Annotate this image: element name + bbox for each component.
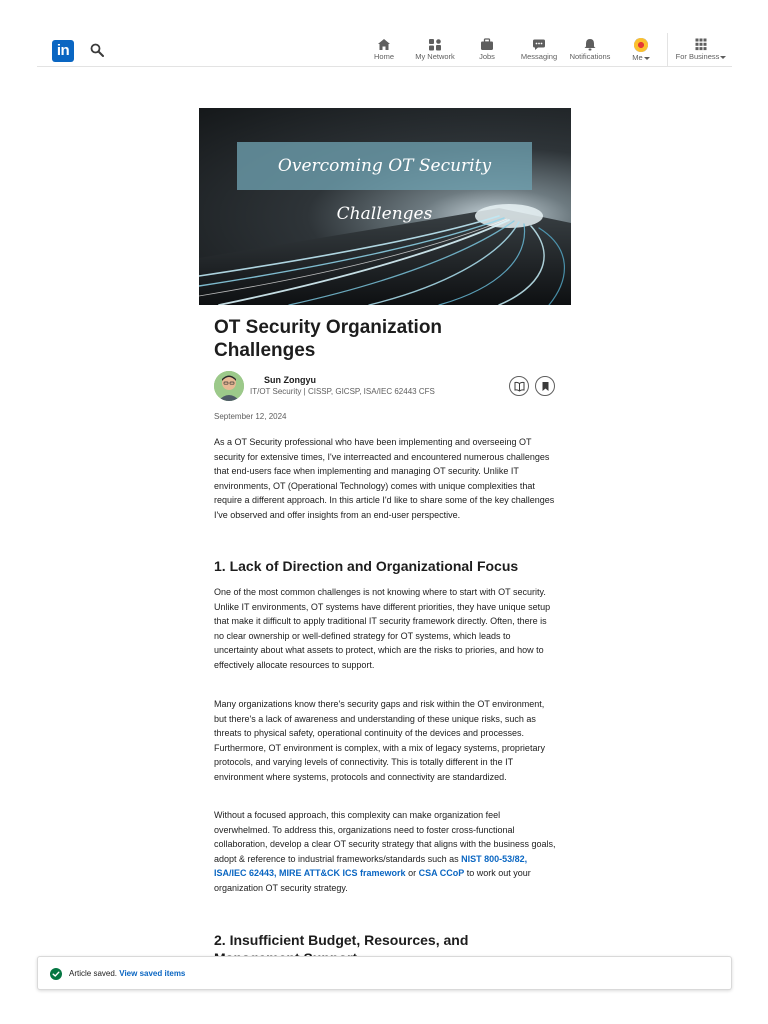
article-title: OT Security Organization Challenges xyxy=(214,317,443,361)
cover-title-banner: Overcoming OT Security Challenges xyxy=(237,142,532,190)
nav-my-network[interactable] xyxy=(413,38,457,64)
author-name[interactable]: Sun Zongyu xyxy=(264,375,316,385)
paragraph-text: or xyxy=(405,868,419,879)
nav-notifications-label: Notifications xyxy=(569,52,611,61)
nav-jobs-label: Jobs xyxy=(479,52,495,61)
article-intro: As a OT Security professional who have been implementing and overseeing OT security for extensive times, I've interreacted and encountered numerous challenges that end-users face when implementing and managing OT security. Unlike IT environments, OT (Operational Technology) comes with unique complexities that require a different approach. In this article I'd like to share some of the key challenges I've observed and offer insights from an end-user perspective. xyxy=(214,437,555,520)
linkedin-logo[interactable]: in xyxy=(52,40,74,62)
nav-messaging[interactable] xyxy=(519,38,559,64)
section-1-paragraph-3 xyxy=(214,808,556,896)
paragraph-text: to work out your organization OT security strategy. xyxy=(214,868,531,893)
nav-for-business[interactable] xyxy=(674,38,728,64)
nav-for-business-text: For Business xyxy=(675,52,720,61)
reader-mode-button[interactable] xyxy=(509,376,529,396)
article-cover-image xyxy=(199,108,571,305)
section-heading-2: 2. Insufficient Budget, Resources, and xyxy=(214,932,469,948)
nav-divider xyxy=(667,33,668,67)
section-1-paragraph-2: Many organizations know there's security gaps and risk within the OT environment, but there's a lack of awareness and understanding of these unique risks, such as threats to physical safety, operational continuity of the devices and processes. Furthermore, OT environment is complex, with a mix of legacy systems, proprietary protocols, and varying levels of connectivity. This is totally different in the IT environment where systems, protocols and connectivity are standardized. xyxy=(214,699,545,782)
nav-me-label xyxy=(632,53,649,62)
home-icon xyxy=(377,38,391,51)
section-1-paragraph-1: One of the most common challenges is not knowing where to start with OT security. Unlike IT environments, OT systems have different priorities, they have unique setup that make it difficult to apply traditional IT security framework directly. Often, there is no clear ownership or well-defined strategy for OT systems, which leads to uncertainty about what assets to protect, which are the risks to priories, and how to effectively allocate resources to support. xyxy=(214,587,551,670)
nav-jobs[interactable] xyxy=(475,38,499,64)
nav-my-network-label: My Network xyxy=(415,52,455,61)
search-icon[interactable] xyxy=(90,43,104,57)
nav-messaging-label: Messaging xyxy=(520,52,558,61)
people-icon xyxy=(428,38,442,51)
bell-icon xyxy=(583,38,597,51)
csa-ccop-link[interactable]: CSA CCoP xyxy=(418,868,465,879)
chevron-down-icon xyxy=(644,57,650,60)
frameworks-link[interactable]: NIST 800-53/82, ISA/IEC 62443, MIRE ATT&CK ICS framework xyxy=(214,853,528,879)
chevron-down-icon xyxy=(720,56,726,59)
nav-me-text: Me xyxy=(632,53,643,62)
nav-home-label: Home xyxy=(373,52,394,61)
article-saved-toast xyxy=(37,956,732,990)
nav-me[interactable] xyxy=(629,38,653,64)
nav-for-business-label xyxy=(676,52,727,61)
save-article-button[interactable] xyxy=(535,376,555,396)
author-avatar[interactable] xyxy=(214,371,244,401)
success-check-icon xyxy=(50,968,62,980)
open-book-icon xyxy=(514,381,525,392)
nav-notifications[interactable] xyxy=(567,38,613,64)
briefcase-icon xyxy=(480,38,494,51)
paragraph-text: Without a focused approach, this complexity can make organization feel overwhelmed. To address this, organizations need to foster cross-functional collaboration, develop a clear OT security strategy that aligns with the business goals, adopt & reference to industrial frameworks/standards such as xyxy=(214,810,556,864)
person-portrait-icon xyxy=(214,371,244,401)
top-navigation-bar xyxy=(37,33,732,67)
toast-message-text: Article saved. xyxy=(69,969,118,978)
publish-date: September 12, 2024 xyxy=(214,412,287,421)
chat-icon xyxy=(532,38,546,51)
toast-message xyxy=(69,969,185,978)
section-heading-1: 1. Lack of Direction and Organizational Focus xyxy=(214,558,519,574)
avatar xyxy=(634,38,648,52)
author-headline: IT/OT Security | CISSP, GICSP, ISA/IEC 62443 CFS xyxy=(250,387,435,396)
nav-home[interactable] xyxy=(371,38,397,64)
view-saved-items-link[interactable]: View saved items xyxy=(119,969,186,978)
bookmark-filled-icon xyxy=(540,381,551,392)
grid-apps-icon xyxy=(694,38,708,51)
